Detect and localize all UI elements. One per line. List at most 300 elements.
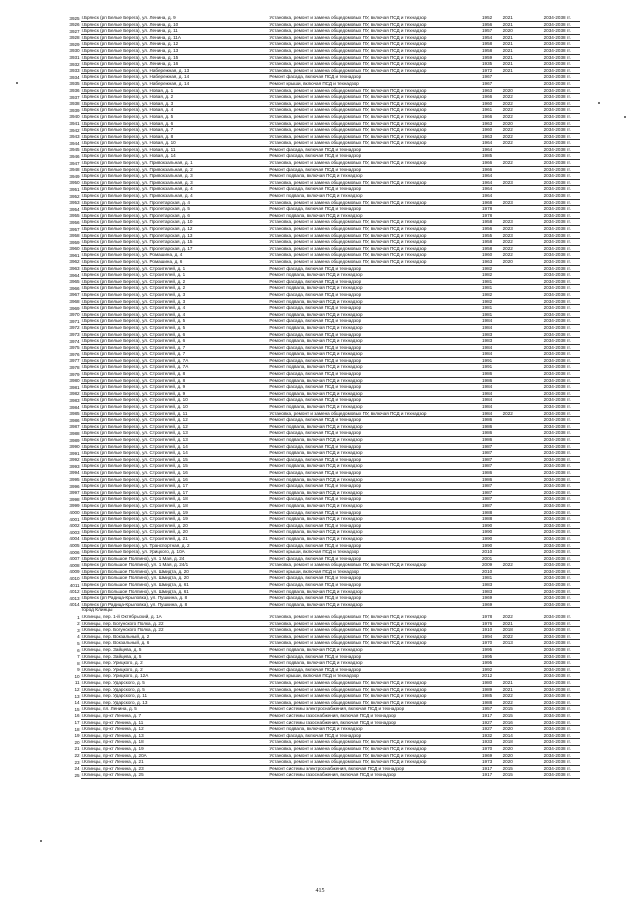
table-row [60,443,580,450]
cell-period: 2034-2038 гг. [535,146,580,153]
cell-y1: 1932 [477,732,498,739]
cell-addr: г.Брянск (рп Белые Берега), ул. Новая, д. 4 [81,107,240,114]
cell-y1: 1967 [477,74,498,81]
cell-n: 4011 [69,582,80,588]
table-row [60,120,580,127]
cell-empty [240,633,269,640]
cell-n: 4004 [69,536,80,542]
cell-y2: 2022 [497,140,518,147]
cell-empty [240,397,269,404]
cell-n: 3953 [69,200,80,206]
cell-empty [518,87,535,94]
cell-addr: г.Клинцы, пер. Богунского Полка, д. 22 [81,620,240,627]
cell-period: 2034-2038 гг. [535,173,580,180]
cell-y2 [497,74,518,81]
table-row [60,542,580,549]
cell-work: Установка, ремонт и замена общедомовых ПУ, включая ПСД и технадзор [268,745,435,752]
cell-y2 [497,529,518,536]
cell-work: Ремонт фасада, включая ПСД и технадзор [268,653,435,660]
table-row [60,562,580,569]
cell-period: 2034-2038 гг. [535,113,580,120]
table-row [60,529,580,536]
cell-empty [436,437,477,444]
table-row [60,193,580,200]
cell-empty [518,562,535,569]
cell-empty [240,357,269,364]
cell-work: Ремонт фасада, включая ПСД и технадзор [268,430,435,437]
cell-y2: 2021 [497,41,518,48]
cell-n: 2 [77,621,80,627]
cell-empty [436,28,477,35]
table-row [60,450,580,457]
cell-work: Установка, ремонт и замена общедомовых ПУ, включая ПСД и технадзор [268,120,435,127]
cell-n: 4012 [69,589,80,595]
cell-empty [518,140,535,147]
cell-empty [436,252,477,259]
cell-work: Ремонт фасада, включая ПСД и технадзор [268,344,435,351]
cell-n: 3935 [69,81,80,87]
cell-empty [518,739,535,746]
cell-addr: г.Брянск (рп Белые Берега), ул. Строителей, д. 9 [81,390,240,397]
cell-y1: 1987 [477,463,498,470]
cell-empty [436,469,477,476]
cell-empty [240,179,269,186]
cell-y1: 1984 [477,344,498,351]
cell-y2 [497,568,518,575]
cell-y1: 1991 [477,357,498,364]
table-row [60,258,580,265]
table-row [60,752,580,759]
scan-speck [40,840,42,842]
cell-empty [518,285,535,292]
cell-period: 2034-2038 гг. [535,34,580,41]
cell-addr: г.Клинцы, пер. Урицкого, д. 2 [81,666,240,673]
cell-empty [518,80,535,87]
cell-y2: 2018 [497,627,518,634]
cell-empty [240,384,269,391]
cell-y2 [497,318,518,325]
cell-y2: 2020 [497,28,518,35]
cell-y2: 2022 [497,239,518,246]
cell-empty [518,410,535,417]
cell-y1: 1984 [477,404,498,411]
cell-empty [518,265,535,272]
table-row [60,265,580,272]
cell-empty [518,522,535,529]
cell-n: 3952 [69,193,80,199]
cell-period: 2034-2038 гг. [535,410,580,417]
cell-empty [518,772,535,779]
cell-n: 3969 [69,305,80,311]
cell-empty [518,186,535,193]
cell-addr: г.Брянск (рп Белые Берега), ул. Транспортная, д. 2 [81,542,240,549]
table-row [60,41,580,48]
cell-n: 3992 [69,457,80,463]
cell-empty [240,351,269,358]
cell-empty [436,113,477,120]
cell-empty [436,285,477,292]
cell-empty [518,502,535,509]
table-row [60,390,580,397]
cell-n: 25 [74,772,80,778]
cell-y2: 2021 [497,54,518,61]
cell-empty [240,765,269,772]
cell-n: 3956 [69,219,80,225]
cell-empty [518,469,535,476]
cell-n: 3994 [69,470,80,476]
table-row [60,673,580,680]
cell-y1: 1964 [477,193,498,200]
cell-y2: 2021 [497,620,518,627]
cell-work: Ремонт подвала, включая ПСД и технадзор [268,377,435,384]
cell-n: 3977 [69,358,80,364]
cell-empty [436,476,477,483]
cell-period: 2034-2038 гг. [535,719,580,726]
cell-empty [436,535,477,542]
cell-y1: 1935 [477,61,498,68]
cell-y1: 1958 [477,47,498,54]
cell-addr: г.Клинцы, пр-кт Ленина, д. 11 [81,719,240,726]
cell-period: 2034-2038 гг. [535,377,580,384]
cell-work: Ремонт подвала, включая ПСД и технадзор [268,212,435,219]
table-row [60,133,580,140]
cell-y1: 1987 [477,496,498,503]
cell-n: 3929 [69,41,80,47]
cell-empty [240,278,269,285]
cell-addr: г.Брянск (рп Белые Берега), ул. Набережная, д. 14 [81,74,240,81]
cell-empty [240,595,269,602]
cell-empty [518,120,535,127]
cell-work: Установка, ремонт и замена общедомовых ПУ, включая ПСД и технадзор [268,47,435,54]
cell-y1: 1958 [477,245,498,252]
cell-work: Ремонт подвала, включая ПСД и технадзор [268,726,435,733]
cell-y2 [497,265,518,272]
cell-addr: г.Брянск (рп Белые Берега), ул. Ленина, д. 11 [81,28,240,35]
cell-empty [436,324,477,331]
cell-addr: г.Брянск (рп Белые Берега), ул. Строителей, д. 14 [81,443,240,450]
cell-addr: г.Клинцы, пр-кт Ленина, д. 18 [81,739,240,746]
cell-work: Ремонт подвала, включая ПСД и технадзор [268,535,435,542]
cell-empty [240,496,269,503]
cell-y1: 1984 [477,318,498,325]
cell-n: 3948 [69,167,80,173]
cell-y1: 1995 [477,647,498,654]
cell-period: 2034-2038 гг. [535,562,580,569]
cell-period: 2034-2038 гг. [535,87,580,94]
cell-addr: г.Клинцы, пр-кт Ленина, д. 25 [81,772,240,779]
cell-empty [518,41,535,48]
cell-work: Установка, ремонт и замена общедомовых ПУ, включая ПСД и технадзор [268,160,435,167]
cell-empty [240,647,269,654]
cell-y1: 1955 [477,232,498,239]
cell-empty [240,417,269,424]
cell-empty [436,719,477,726]
cell-n: 3982 [69,391,80,397]
cell-y1: 1988 [477,516,498,523]
cell-empty [436,739,477,746]
cell-period: 2034-2038 гг. [535,640,580,647]
cell-y1: 1958 [477,219,498,226]
cell-n: 7 [77,654,80,660]
cell-empty [240,620,269,627]
cell-y2 [497,666,518,673]
cell-n: 3942 [69,127,80,133]
table-row [60,693,580,700]
cell-empty [240,706,269,713]
cell-y1: 1958 [477,41,498,48]
cell-y2 [497,377,518,384]
cell-n: 3971 [69,318,80,324]
cell-period: 2034-2038 гг. [535,686,580,693]
cell-empty [436,588,477,595]
cell-empty [436,41,477,48]
cell-addr: г.Брянск (рп Белые Берега), ул. Строителей, д. 7А [81,364,240,371]
cell-empty [436,265,477,272]
cell-y1: 1964 [477,186,498,193]
cell-y1: 1984 [477,384,498,391]
cell-period: 2034-2038 гг. [535,397,580,404]
cell-addr: г.Брянск (рп Белые Берега), ул. Строителей, д. 15 [81,456,240,463]
cell-empty [240,87,269,94]
table-row [60,719,580,726]
cell-n: 3939 [69,107,80,113]
cell-y1: 1994 [477,633,498,640]
cell-y1: 1960 [477,252,498,259]
cell-addr: г.Брянск (рп Белые Берега), ул. Строителей, д. 11 [81,410,240,417]
cell-empty [518,61,535,68]
cell-y1: 1963 [477,87,498,94]
cell-period: 2034-2038 гг. [535,338,580,345]
cell-empty [436,712,477,719]
cell-empty [518,423,535,430]
table-row [60,404,580,411]
table-row [60,516,580,523]
cell-y2 [497,660,518,667]
cell-period: 2034-2038 гг. [535,529,580,536]
cell-empty [436,140,477,147]
cell-n: 3964 [69,272,80,278]
cell-work: Ремонт фасада, включая ПСД и технадзор [268,371,435,378]
cell-y2 [497,166,518,173]
cell-empty [240,529,269,536]
cell-y1: 1986 [477,469,498,476]
cell-work: Ремонт подвала, включая ПСД и технадзор [268,285,435,292]
cell-empty [518,252,535,259]
cell-work: Ремонт подвала, включая ПСД и технадзор [268,660,435,667]
cell-empty [518,699,535,706]
cell-empty [518,351,535,358]
cell-empty [518,371,535,378]
cell-empty [240,410,269,417]
cell-addr: г.Клинцы, пер. Богунского Полка, д. 22 [81,627,240,634]
cell-empty [436,627,477,634]
cell-work: Ремонт подвала, включая ПСД и технадзор [268,601,435,608]
cell-work: Ремонт фасада, включая ПСД и технадзор [268,206,435,213]
cell-period: 2034-2038 гг. [535,759,580,766]
cell-y1: 1969 [477,595,498,602]
cell-empty [240,153,269,160]
cell-addr: г.Клинцы, пер. Ударского, д. 13 [81,699,240,706]
cell-n: 3967 [69,292,80,298]
cell-period: 2034-2038 гг. [535,324,580,331]
cell-n: 3986 [69,417,80,423]
cell-work: Установка, ремонт и замена общедомовых ПУ, включая ПСД и технадзор [268,620,435,627]
cell-empty [240,74,269,81]
table-row [60,633,580,640]
cell-empty [240,219,269,226]
cell-empty [518,206,535,213]
table-row [60,160,580,167]
cell-work: Ремонт подвала, включая ПСД и технадзор [268,324,435,331]
cell-y1: 1984 [477,390,498,397]
cell-empty [436,699,477,706]
cell-period: 2034-2038 гг. [535,502,580,509]
cell-y1: 1963 [477,133,498,140]
cell-y2: 2021 [497,34,518,41]
table-row [60,239,580,246]
cell-empty [436,430,477,437]
cell-empty [436,61,477,68]
cell-empty [240,588,269,595]
cell-empty [240,640,269,647]
cell-empty [436,772,477,779]
cell-work: Установка, ремонт и замена общедомовых ПУ, включая ПСД и технадзор [268,226,435,233]
cell-y2: 2021 [497,21,518,28]
repair-schedule-table [60,15,580,779]
cell-n: 3973 [69,332,80,337]
cell-addr: г.Брянск (рп Белые Берега), ул. Строителей, д. 8 [81,377,240,384]
cell-empty [436,239,477,246]
cell-empty [518,568,535,575]
cell-y2: 2022 [497,410,518,417]
cell-empty [518,443,535,450]
cell-period: 2034-2038 гг. [535,535,580,542]
cell-y1: 1988 [477,509,498,516]
table-row [60,549,580,556]
cell-period: 2034-2038 гг. [535,595,580,602]
cell-addr: г.Брянск (рп Белые Берега), ул. Строителей, д. 2 [81,278,240,285]
cell-empty [240,226,269,233]
table-row [60,146,580,153]
cell-empty [240,653,269,660]
cell-period: 2034-2038 гг. [535,331,580,338]
cell-y2: 2020 [497,752,518,759]
cell-empty [240,338,269,345]
cell-y1: 1981 [477,278,498,285]
cell-empty [240,759,269,766]
cell-work: Ремонт подвала, включая ПСД и технадзор [268,272,435,279]
cell-empty [240,509,269,516]
cell-addr: г.Брянск (рп Белые Берега), ул. Строителей, д. 17 [81,483,240,490]
cell-n: 3997 [69,490,80,496]
cell-empty [518,575,535,582]
cell-addr: г.Брянск (рп Белые Берега), ул. Строителей, д. 5 [81,324,240,331]
cell-n: 3945 [69,147,80,153]
cell-n: 3965 [69,279,80,285]
cell-addr: г.Брянск (рп Белые Берега), ул. Пролетарская, д. 12 [81,226,240,233]
table-row [60,509,580,516]
cell-empty [436,726,477,733]
cell-n: 3937 [69,94,80,100]
cell-empty [240,726,269,733]
cell-n: 22 [74,753,80,758]
cell-addr: г.Брянск (рп Белые Берега), ул. Пролетарская, д. 5 [81,206,240,213]
table-row [60,430,580,437]
cell-y1: 1957 [477,28,498,35]
table-row [60,252,580,259]
cell-y2: 2021 [497,61,518,68]
cell-n: 3938 [69,101,80,107]
cell-y2: 2022 [497,107,518,114]
table-row [60,127,580,134]
cell-y1: 1970 [477,745,498,752]
cell-addr: г.Брянск (рп Белые Берега), ул. Строителей, д. 3 [81,298,240,305]
table-row [60,772,580,779]
cell-work: Ремонт фасада, включая ПСД и технадзор [268,469,435,476]
cell-period: 2034-2038 гг. [535,15,580,21]
cell-period: 2034-2038 гг. [535,206,580,213]
cell-y2 [497,384,518,391]
cell-empty [518,417,535,424]
cell-n: 4005 [69,543,80,548]
cell-addr: г.Брянск (рп Белые Берега), ул. Строителей, д. 18 [81,496,240,503]
cell-empty [436,759,477,766]
cell-empty [436,423,477,430]
cell-empty [518,673,535,680]
cell-empty [240,140,269,147]
table-row [60,15,580,21]
cell-work: Ремонт фасада, включая ПСД и технадзор [268,555,435,562]
cell-empty [240,437,269,444]
cell-period: 2034-2038 гг. [535,404,580,411]
cell-work: Установка, ремонт и замена общедомовых ПУ, включая ПСД и технадзор [268,94,435,101]
cell-empty [518,666,535,673]
table-row [60,166,580,173]
cell-n: 3976 [69,351,80,357]
cell-y1: 1966 [477,166,498,173]
cell-empty [240,67,269,74]
cell-work: Ремонт фасада, включая ПСД и технадзор [268,357,435,364]
cell-empty [518,54,535,61]
cell-y2 [497,437,518,444]
cell-empty [240,582,269,589]
page-number: 415 [315,888,325,894]
cell-work: Установка, ремонт и замена общедомовых ПУ, включая ПСД и технадзор [268,232,435,239]
cell-y1: 1986 [477,377,498,384]
cell-period: 2034-2038 гг. [535,133,580,140]
table-row [60,140,580,147]
cell-period: 2034-2038 гг. [535,496,580,503]
cell-addr: г.Брянск (рп Белые Берега), ул. Строителей, д. 20 [81,522,240,529]
table-row [60,686,580,693]
cell-empty [436,212,477,219]
cell-empty [518,173,535,180]
cell-empty [240,285,269,292]
cell-n: 3949 [69,173,80,179]
cell-y1: 1961 [477,107,498,114]
cell-y2: 2015 [497,712,518,719]
cell-empty [518,397,535,404]
cell-y2 [497,291,518,298]
cell-n: 3927 [69,28,80,34]
cell-addr: г.Клинцы, пр-кт Ленина, д. 20А [81,752,240,759]
cell-addr: г.Брянск (рп Белые Берега), ул. Строителей, д. 12 [81,417,240,424]
table-row [60,660,580,667]
cell-work: Ремонт подвала, включая ПСД и технадзор [268,463,435,470]
cell-addr: г.Брянск (рп Белые Берега), ул. Строителей, д. 16 [81,476,240,483]
cell-period: 2034-2038 гг. [535,278,580,285]
cell-work: Ремонт подвала, включая ПСД и технадзор [268,647,435,654]
